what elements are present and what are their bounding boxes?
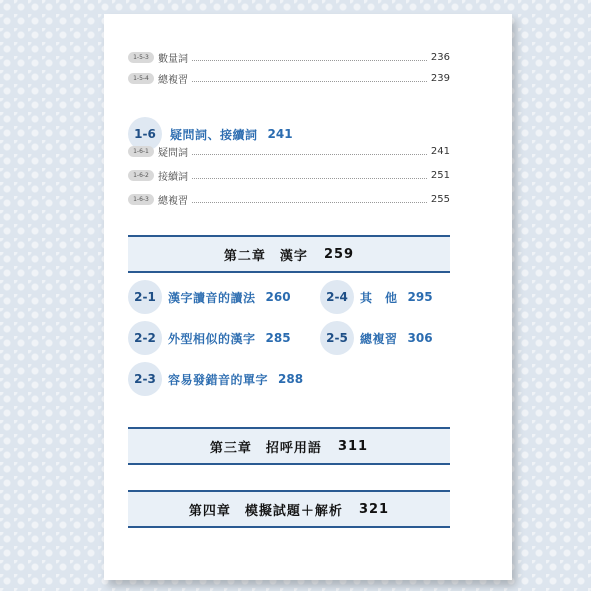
subsection-number-badge: 1-6-1 <box>128 146 154 157</box>
section-page: 260 <box>265 290 291 304</box>
dot-leader <box>192 148 427 155</box>
toc-row[interactable] <box>128 190 450 208</box>
dot-leader <box>192 54 427 61</box>
section-page: 285 <box>265 331 291 345</box>
chapter-3-heading[interactable] <box>128 427 450 465</box>
dot-leader <box>192 75 427 82</box>
toc-row-page: 239 <box>430 72 450 84</box>
section-item[interactable] <box>128 280 291 314</box>
chapter-page: 321 <box>358 501 390 517</box>
dot-leader <box>192 196 427 203</box>
section-page: 295 <box>407 290 433 304</box>
toc-row-title: 接續詞 <box>158 171 188 183</box>
section-page: 241 <box>267 127 293 141</box>
section-item[interactable] <box>128 321 291 355</box>
section-page: 306 <box>407 331 433 345</box>
section-title: 漢字讀音的讀法 <box>168 290 256 305</box>
toc-row-title: 數量詞 <box>158 53 188 65</box>
section-number-circle: 2-5 <box>320 321 354 355</box>
chapter-title: 第三章 招呼用語 <box>209 440 322 456</box>
section-page: 288 <box>278 372 304 386</box>
book-page <box>104 14 512 580</box>
chapter-4-heading[interactable] <box>128 490 450 528</box>
subsection-number-badge: 1-6-3 <box>128 194 154 205</box>
chapter-2-heading[interactable] <box>128 235 450 273</box>
toc-row-title: 總複習 <box>158 74 188 86</box>
dot-leader <box>192 172 427 179</box>
section-title: 總複習 <box>360 331 398 346</box>
toc-row[interactable] <box>128 69 450 87</box>
chapter-page: 311 <box>337 438 369 454</box>
section-title: 容易發錯音的單字 <box>168 372 269 387</box>
toc-row-title: 疑問詞 <box>158 147 188 159</box>
subsection-number-badge: 1-5-4 <box>128 73 154 84</box>
toc-row[interactable] <box>128 142 450 160</box>
chapter-page: 259 <box>323 246 355 262</box>
section-number-circle: 2-2 <box>128 321 162 355</box>
section-title: 外型相似的漢字 <box>168 331 256 346</box>
section-item[interactable] <box>320 280 433 314</box>
toc-row-page: 241 <box>430 145 450 157</box>
section-number-circle: 2-4 <box>320 280 354 314</box>
section-item[interactable] <box>128 362 303 396</box>
subsection-number-badge: 1-6-2 <box>128 170 154 181</box>
toc-row-page: 236 <box>430 51 450 63</box>
toc-row-page: 251 <box>430 169 450 181</box>
toc-row[interactable] <box>128 48 450 66</box>
section-title: 其 他 <box>360 290 398 305</box>
chapter-title: 第二章 漢字 <box>223 248 308 264</box>
section-number-circle: 1-6 <box>128 117 162 151</box>
toc-row[interactable] <box>128 166 450 184</box>
chapter-title: 第四章 模擬試題＋解析 <box>188 503 343 519</box>
subsection-number-badge: 1-5-3 <box>128 52 154 63</box>
section-item[interactable] <box>320 321 433 355</box>
section-title: 疑問詞、接續詞 <box>170 127 258 142</box>
section-number-circle: 2-3 <box>128 362 162 396</box>
section-number-circle: 2-1 <box>128 280 162 314</box>
toc-row-page: 255 <box>430 193 450 205</box>
toc-row-title: 總複習 <box>158 195 188 207</box>
